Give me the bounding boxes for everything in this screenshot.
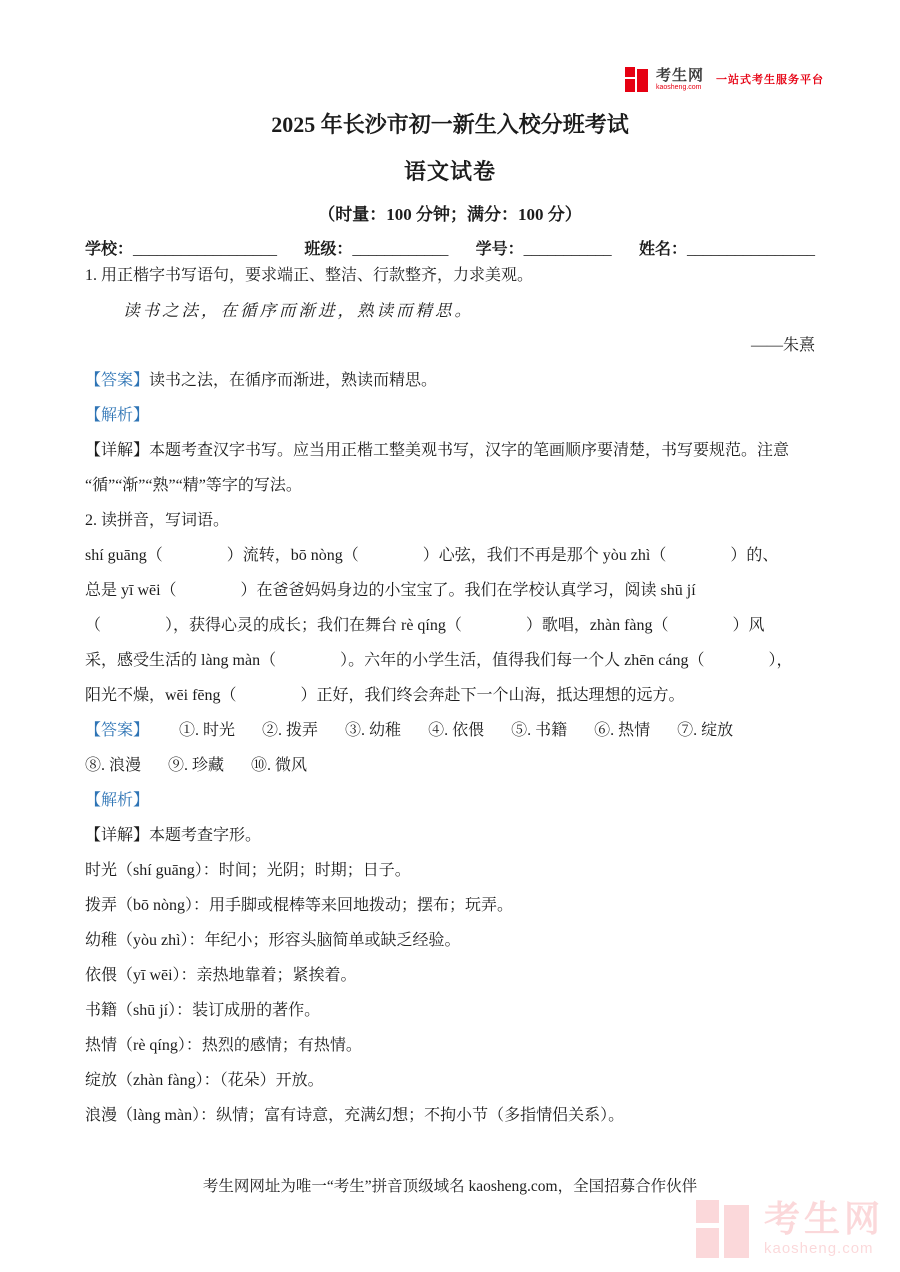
watermark-brand-name: 考生网 [763,1197,884,1239]
student-info-line [85,236,815,259]
q2-answer-tag: 【答案】 [85,722,150,739]
q2-definition: 绽放（zhàn fàng）：（花朵）开放。 [85,1072,324,1089]
q2-definition: 热情（rè qíng）：热烈的感情；有热情。 [85,1037,362,1054]
brand-slogan: 一站式考生服务平台 [716,74,824,86]
name-blank: ________________ [687,241,815,258]
page-subtitle: 语文试卷 [403,159,496,184]
q2-answer-item: ⑨. 珍藏 [168,757,225,774]
q2-detail-intro: 本题考查字形。 [149,827,262,844]
exam-content [85,258,815,1133]
q2-answer-item: ⑥. 热情 [594,722,651,739]
kaosheng-logo-icon [625,66,650,92]
q1-detail-line-1 [85,433,815,468]
student-id-blank: ___________ [523,241,612,258]
q2-answer-item: ⑦. 绽放 [677,722,734,739]
q1-answer-line [85,363,815,398]
class-field [304,236,448,259]
q2-definition: 幼稚（yòu zhì）：年纪小；形容头脑简单或缺乏经验。 [85,932,461,949]
q1-analysis-tag: 【解析】 [85,407,150,424]
q2-answer-item: ②. 拨弄 [262,722,319,739]
student-id-field [476,236,612,259]
brand-name: 考生网 [655,66,704,84]
q1-prompt: 1. 用正楷字书写语句，要求端正、整洁、行款整齐，力求美观。 [85,267,534,284]
q2-prompt: 2. 读拼音，写词语。 [85,512,230,529]
brand-domain: kaosheng.com [655,83,702,91]
brand-text [656,68,704,91]
q2-definition: 依偎（yī wēi）：亲热地靠着；紧挨着。 [85,967,357,984]
q2-definition: 时光（shí guāng）：时间；光阴；时期；日子。 [85,862,411,879]
student-id-label: 学号： [475,241,524,258]
q2-answer-item: ⑤. 书籍 [511,722,568,739]
q2-body-line: （ ），获得心灵的成长；我们在舞台 rè qíng（ ）歌唱，zhàn fàng（ ）风 [85,617,765,634]
page-title: 2025 年长沙市初一新生入校分班考试 [271,112,629,137]
q1-detail-tag: 【详解】 [85,442,150,459]
name-field [639,236,815,259]
q2-body-line: 总是 yī wēi（ ）在爸爸妈妈身边的小宝宝了。我们在学校认真学习，阅读 shū jí [85,582,696,599]
q2-answer-row-1 [85,713,815,748]
q1-answer-text: 读书之法，在循序而渐进，熟读而精思。 [149,372,438,389]
school-label: 学校： [85,241,134,258]
q1-answer-tag: 【答案】 [85,372,150,389]
q1-detail-line-2: “循”“渐”“熟”“精”等字的写法。 [85,477,302,494]
school-field [85,236,277,259]
q2-answer-item: ⑧. 浪漫 [85,757,142,774]
q2-body-line: 采，感受生活的 làng màn（ ）。六年的小学生活，值得我们每一个人 zhēn cáng（ ）， [85,652,793,669]
watermark-text [763,1197,884,1257]
q2-analysis-tag: 【解析】 [85,792,150,809]
q2-detail-tag: 【详解】 [85,827,150,844]
kaosheng-brand-header [625,66,824,92]
q2-answer-item: ①. 时光 [179,722,236,739]
kaosheng-watermark-icon [696,1198,754,1258]
q2-answer-item: ③. 幼稚 [345,722,402,739]
class-label: 班级： [304,241,353,258]
footer-promo-text: 考生网网址为唯一“考生”拼音顶级域名 kaosheng.com，全国招募合作伙伴 [202,1178,698,1195]
q1-attribution: ——朱熹 [750,337,815,354]
name-label: 姓名： [638,241,687,258]
q1-detail-text-1: 本题考查汉字书写。应当用正楷工整美观书写，汉字的笔画顺序要清楚，书写要规范。注意 [149,442,790,459]
q2-answer-item: ⑩. 微风 [251,757,308,774]
school-blank: __________________ [133,241,278,258]
exam-meta-line: （时量：100 分钟；满分：100 分） [318,205,582,224]
q1-analysis-tag-line [85,398,815,433]
q2-body-line: shí guāng（ ）流转，bō nòng（ ）心弦，我们不再是那个 yòu zhì（ ）的、 [85,547,779,564]
q2-answer-item: ④. 依偎 [428,722,485,739]
watermark-brand-domain: kaosheng.com [763,1239,874,1257]
kaosheng-watermark [696,1198,884,1258]
q2-answer-row-2 [85,748,815,783]
class-blank: ____________ [352,241,449,258]
q2-body-line: 阳光不燥，wēi fēng（ ）正好，我们终会奔赴下一个山海，抵达理想的远方。 [85,687,685,704]
q2-definition: 浪漫（làng màn）：纵情；富有诗意，充满幻想；不拘小节（多指情侣关系）。 [85,1107,625,1124]
q2-detail-intro-line [85,818,815,853]
q1-quote: 读书之法，在循序而渐进，熟读而精思。 [123,301,474,320]
q2-definition: 书籍（shū jí）：装订成册的著作。 [85,1002,321,1019]
q2-analysis-tag-line [85,783,815,818]
q2-definition: 拨弄（bō nòng）：用手脚或棍棒等来回地拨动；摆布；玩弄。 [85,897,514,914]
